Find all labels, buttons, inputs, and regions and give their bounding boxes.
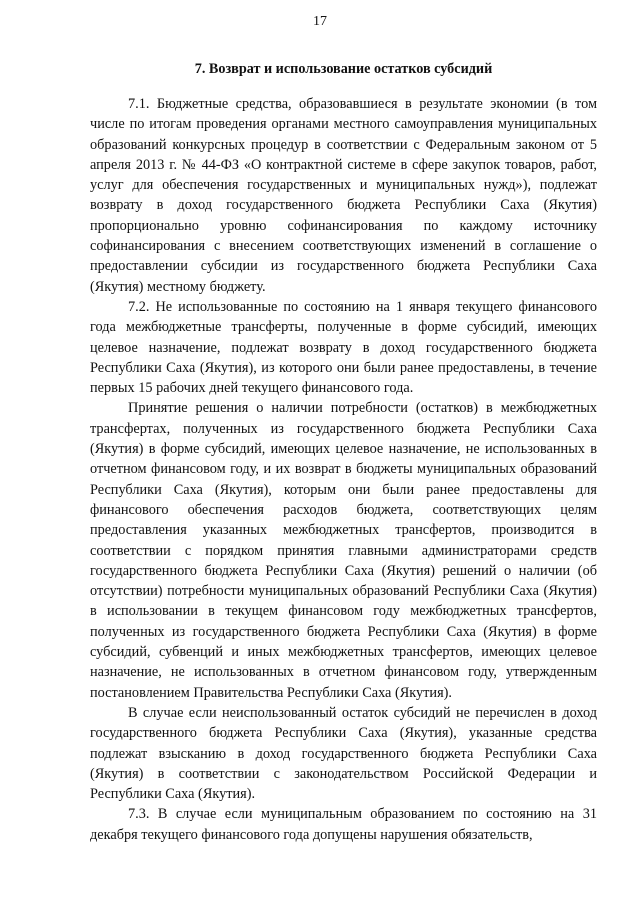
page-number: 17 <box>313 14 327 29</box>
paragraph-7-2: 7.2. Не использованные по состоянию на 1 января текущего финансового года межбюджетные трансферты, полученные в форме субсидий, имеющих целевое назначение, подлежат возврату в доход государственного бюджета Республики Саха (Якутия), из которого они были ранее предоставлены, в течение первых 15 рабочих дней текущего финансового года. <box>90 298 597 397</box>
paragraph-decision: Принятие решения о наличии потребности (остатков) в межбюджетных трансфертах, полученных из государственного бюджета Республики Саха (Якутия) в форме субсидий, имеющих целевое назначение, не использованных в отчетном финансовом году, и их возврат в бюджеты муниципальных образований Республики Саха (Якутия), которым они были ранее предоставлены для финансового обеспечения расходов бюджета, соответствующих целям предоставления указанных межбюджетных трансфертов, производится в соответствии с порядком принятия главными администраторами средств государственного бюджета Республики Саха (Якутия) решений о наличии (об отсутствии) потребности муниципальных образований Республики Саха (Якутия) в использовании в текущем финансовом году межбюджетных трансфертов, полученных из государственного бюджета Республики Саха (Якутия) в форме субсидий, субвенций и иных межбюджетных трансфертов, имеющих целевое назначение, не использованных в отчетном финансовом году, утвержденным постановлением Правительства Республики Саха (Якутия). <box>90 400 597 701</box>
paragraph-7-1: 7.1. Бюджетные средства, образовавшиеся в результате экономии (в том числе по итогам проведения органами местного самоуправления муниципальных образований конкурсных процедур в соответствии с Федеральным законом от 5 апреля 2013 г. № 44-ФЗ «О контрактной системе в сфере закупок товаров, работ, услуг для обеспечения государственных и муниципальных нужд»), подлежат возврату в доход государственного бюджета Республики Саха (Якутия) пропорционально уровню софинансирования по каждому источнику софинансирования с внесением соответствующих изменений в соглашение о предоставлении субсидии из государственного бюджета Республики Саха (Якутия) местному бюджету. <box>90 96 597 295</box>
paragraph-recovery: В случае если неиспользованный остаток субсидий не перечислен в доход государственного бюджета Республики Саха (Якутия), указанные средства подлежат взысканию в доход государственного бюджета Республики Саха (Якутия) в соответствии с законодательством Российской Федерации и Республики Саха (Якутия). <box>90 704 597 803</box>
document-body <box>90 94 597 845</box>
paragraph-7-3: 7.3. В случае если муниципальным образованием по состоянию на 31 декабря текущего финансового года допущены нарушения обязательств, <box>90 806 597 843</box>
section-title: 7. Возврат и использование остатков субсидий <box>194 61 493 77</box>
